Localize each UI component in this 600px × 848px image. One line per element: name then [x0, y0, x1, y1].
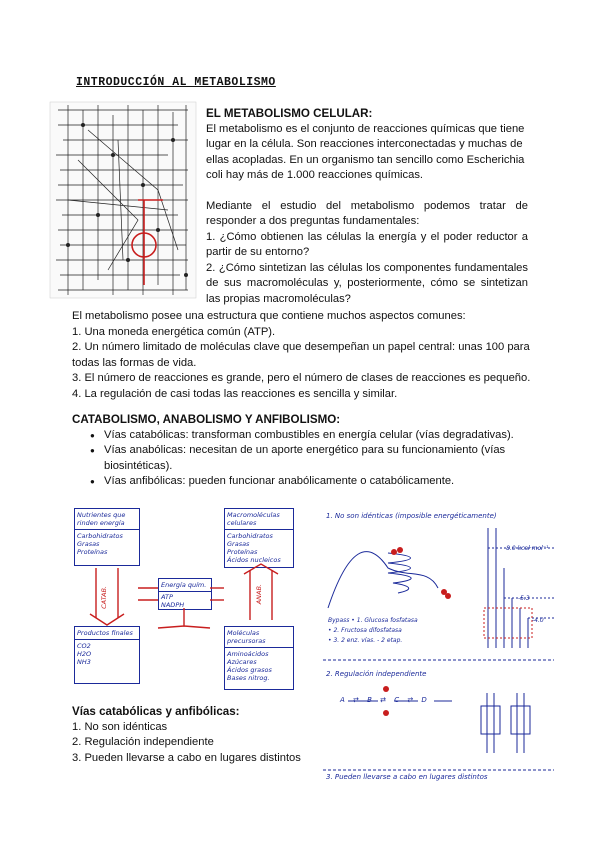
macromolecules-box: Macromoléculas celulares Carbohidratos Grasas Proteínas Ácidos nucleicos — [224, 508, 294, 568]
section-2-label: 2. Regulación independiente — [326, 670, 427, 678]
metabolic-map-figure — [48, 100, 198, 300]
anfibolic-item: 1. No son idénticas — [72, 720, 168, 733]
anfibolic-item: 3. Pueden llevarse a cabo en lugares distintos — [72, 751, 301, 764]
structure-item: 1. Una moneda energética común (ATP). — [72, 325, 276, 338]
bullet-catabolic: ● Vías catabólicas: transforman combustibles en energía celular (vías degradativas). — [86, 428, 532, 444]
structure-intro: El metabolismo posee una estructura que contiene muchos aspectos comunes: — [72, 310, 466, 322]
nutrients-box: Nutrientes que rinden energía Carbohidratos Grasas Proteínas — [74, 508, 140, 566]
bullet-anabolic: ● Vías anabólicas: necesitan de un aporte energético para su funcionamiento (vías biosintéticas). — [86, 443, 532, 474]
catabolism-heading: CATABOLISMO, ANABOLISMO Y ANFIBOLISMO: — [72, 413, 341, 426]
bypass-line: • 3. 2 enz. vías. - 2 etap. — [328, 637, 403, 644]
catab-arrow-label: CATAB. — [100, 586, 108, 609]
energy-low-label: -4.0 — [532, 617, 544, 624]
section-3-label: 3. Pueden llevarse a cabo en lugares distintos — [326, 773, 488, 781]
anfibolic-heading: Vías catabólicas y anfibólicas: — [72, 705, 240, 718]
cellular-heading: EL METABOLISMO CELULAR: — [206, 107, 373, 120]
regulation-scheme: A ⇄ B ⇄ C ⇄ D — [340, 696, 427, 704]
question-1: 1. ¿Cómo obtienen las células la energía y el poder reductor a partir de su entorno? — [206, 230, 528, 258]
cellular-para-1: El metabolismo es el conjunto de reacciones químicas que tiene lugar en la célula. Son reacciones interconectadas y muchas de ellas acopladas. En un organismo tan sencillo como Escherichia coli hay más de 1.000 reacciones químicas. — [206, 122, 525, 181]
catabolism-anabolism-diagram — [74, 508, 302, 698]
structure-item: 2. Un número limitado de moléculas clave que desempeñan un papel central: unas 100 para todas las formas de vida. — [72, 341, 530, 369]
diagram-arrows — [74, 508, 302, 698]
bypass-line: Bypass • 1. Glucosa fosfatasa — [328, 617, 418, 624]
anab-arrow-label: ANAB. — [255, 584, 263, 605]
structure-item: 3. El número de reacciones es grande, pero el número de clases de reacciones es pequeño. — [72, 372, 531, 384]
anfibolic-item: 2. Regulación independiente — [72, 736, 214, 748]
final-products-box: Productos finales CO2 H2O NH3 — [74, 626, 140, 684]
structure-item: 4. La regulación de casi todas las reacciones es sencilla y similar. — [72, 387, 398, 400]
energy-top-label: -8.0 kcal·mol⁻¹ — [504, 545, 549, 552]
pathway-differences-diagram — [318, 508, 554, 786]
energy-mid-label: -5.3 — [518, 595, 530, 602]
chemical-energy-box: Energía quím. ATP NADPH — [158, 578, 212, 610]
question-2: 2. ¿Cómo sintetizan las células los componentes fundamentales de sus macromoléculas y, posteriormente, cómo se sintetizan las propias macromoléculas? — [206, 261, 528, 305]
bullet-anfibolic: ● Vías anfibólicas: pueden funcionar anabólicamente o catabólicamente. — [86, 474, 532, 490]
bypass-line: • 2. Fructosa difosfatasa — [328, 627, 402, 634]
cellular-para-2: Mediante el estudio del metabolismo podemos tratar de responder a dos preguntas fundamentales: — [206, 199, 528, 227]
section-1-label: 1. No son idénticas (imposible energéticamente) — [326, 512, 497, 520]
precursors-box: Moléculas precursoras Aminoácidos Azúcares Ácidos grasos Bases nitrog. — [224, 626, 294, 690]
page-title: INTRODUCCIÓN AL METABOLISMO — [76, 76, 276, 89]
